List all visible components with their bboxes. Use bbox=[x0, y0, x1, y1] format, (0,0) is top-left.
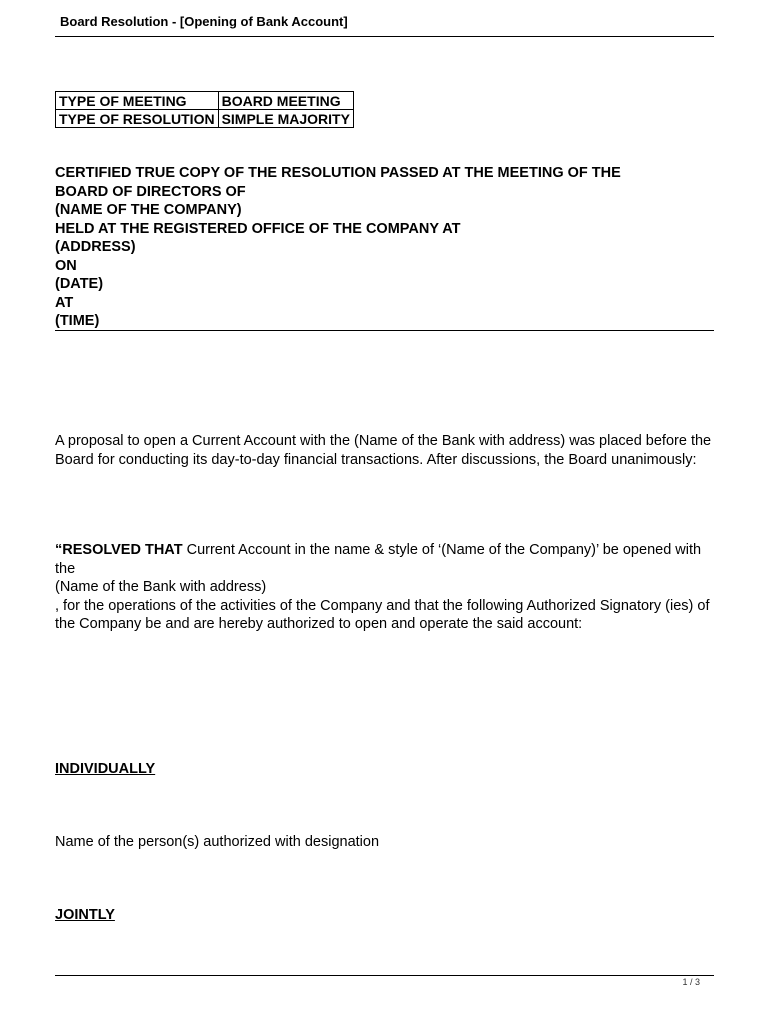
jointly-heading: JOINTLY bbox=[55, 907, 115, 923]
resolution-line bbox=[55, 541, 715, 578]
footer-divider bbox=[55, 975, 714, 976]
resolution-text: , for the operations of the activities of the Company and that the following Authorized Signatory (ies) of the Company be and are hereby authorized to open and operate the said account: bbox=[55, 597, 710, 632]
proposal-paragraph: A proposal to open a Current Account with the (Name of the Bank with address) was placed before the Board for conducting its day-to-day financial transactions. After discussions, the Board unanimously: bbox=[55, 433, 712, 468]
document-header-title: Board Resolution - [Opening of Bank Account] bbox=[60, 14, 348, 29]
resolved-that-lead: “RESOLVED THAT bbox=[55, 542, 183, 558]
meta-value: SIMPLE MAJORITY bbox=[218, 110, 353, 128]
authorized-names-line: Name of the person(s) authorized with designation bbox=[55, 834, 380, 850]
meeting-meta-table bbox=[55, 91, 354, 128]
resolution-text: Current Account in the name & style of ‘(Name of the Company)’ be opened with the bbox=[55, 542, 702, 577]
cert-line: ON bbox=[55, 257, 77, 274]
page-number: 1 / 3 bbox=[682, 977, 700, 987]
section-divider bbox=[55, 330, 714, 331]
cert-line: BOARD OF DIRECTORS OF bbox=[55, 183, 246, 200]
cert-line: AT bbox=[55, 294, 74, 311]
meta-row-resolution-type bbox=[56, 110, 354, 128]
cert-line: (NAME OF THE COMPANY) bbox=[55, 202, 242, 218]
resolution-paragraph bbox=[55, 541, 715, 634]
meta-label: TYPE OF RESOLUTION bbox=[56, 110, 219, 128]
cert-line: CERTIFIED TRUE COPY OF THE RESOLUTION PASSED AT THE MEETING OF THE bbox=[55, 165, 621, 181]
meta-label: TYPE OF MEETING bbox=[56, 92, 219, 110]
bank-name-placeholder: (Name of the Bank with address) bbox=[55, 579, 267, 595]
meta-row-meeting-type bbox=[56, 92, 354, 110]
cert-line: HELD AT THE REGISTERED OFFICE OF THE COMPANY AT bbox=[55, 220, 461, 237]
header-divider bbox=[55, 36, 714, 37]
cert-line: (TIME) bbox=[55, 313, 100, 329]
cert-line: (ADDRESS) bbox=[55, 239, 136, 255]
individually-heading: INDIVIDUALLY bbox=[55, 761, 156, 777]
cert-line: (DATE) bbox=[55, 276, 104, 292]
certification-block bbox=[55, 164, 621, 331]
meta-value: BOARD MEETING bbox=[218, 92, 353, 110]
